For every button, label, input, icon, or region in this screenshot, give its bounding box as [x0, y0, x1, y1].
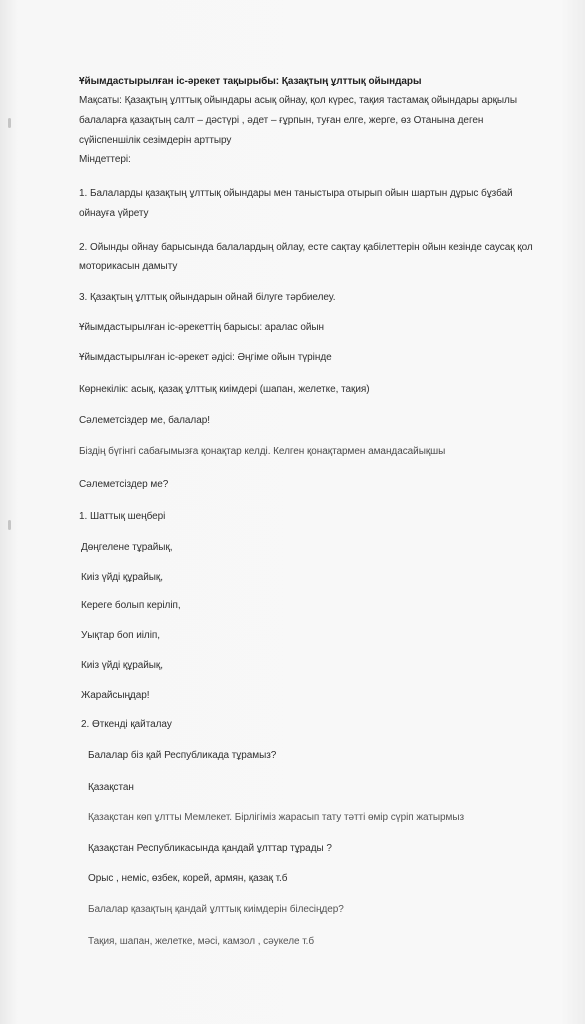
review-answer-2: Орыс , неміс, өзбек, корей, армян, қазақ т.б — [88, 873, 288, 884]
greeting: Сәлеметсіздер ме, балалар! — [79, 415, 210, 426]
review-question-2: Қазақстан Республикасында қандай ұлттар тұрады ? — [88, 843, 332, 854]
lesson-purpose-line-1: Мақсаты: Қазақтың ұлттық ойындары асық ойнау, қол күрес, тақия тастамақ ойындары арқылы — [79, 95, 517, 106]
lesson-topic: Ұйымдастырылған іс-әрекет тақырыбы: Қазақтың ұлттық ойындары — [79, 76, 422, 87]
review-question-3: Балалар қазақтың қандай ұлттық киімдерін білесіңдер? — [88, 904, 344, 915]
task-1-line-1: 1. Балаларды қазақтың ұлттық ойындары мен таныстыра отырып ойын шартын дұрыс бұзбай — [79, 188, 513, 199]
guests-line: Біздің бүгінгі сабағымызға қонақтар келді. Келген қонақтармен амандасайықшы — [79, 446, 446, 457]
review-answer-1-more: Қазақстан көп ұлтты Мемлекет. Бірлігіміз жарасып тату тәтті өмір сүріп жатырмыз — [88, 812, 464, 823]
task-2-line-2: моторикасын дамыту — [79, 261, 178, 272]
review-question-1: Балалар біз қай Республикада тұрамыз? — [88, 750, 277, 761]
poem-line-5: Киіз үйді құрайық, — [81, 660, 163, 671]
review-heading: 2. Өткенді қайталау — [81, 719, 172, 730]
scan-edge-mark — [8, 118, 11, 128]
greeting-question: Сәлеметсіздер ме? — [79, 479, 169, 490]
review-answer-3: Тақия, шапан, желетке, мәсі, камзол , сәукеле т.б — [88, 936, 315, 947]
activity-method: Ұйымдастырылған іс-әрекет әдісі: Әңгіме ойын түрінде — [79, 352, 332, 363]
circle-heading: 1. Шаттық шеңбері — [79, 511, 166, 522]
activity-course: Ұйымдастырылған іс-әрекеттің барысы: аралас ойын — [79, 322, 324, 333]
poem-line-6: Жарайсыңдар! — [81, 690, 150, 701]
visual-aids: Көрнекілік: асық, қазақ ұлттық киімдері (шапан, желетке, тақия) — [79, 384, 370, 395]
poem-line-2: Киіз үйді құрайық, — [81, 572, 163, 583]
poem-line-1: Дөңгелене тұрайық, — [81, 542, 173, 553]
task-2-line-1: 2. Ойынды ойнау барысында балалардың ойлау, есте сақтау қабілеттерін ойын кезінде саусақ қол — [79, 242, 533, 253]
poem-line-3: Кереге болып керіліп, — [81, 600, 181, 611]
task-3: 3. Қазақтың ұлттық ойындарын ойнай білуге тәрбиелеу. — [79, 292, 336, 303]
lesson-purpose-line-2: балаларға қазақтың салт – дәстүрі , әдет – ғұрпын, туған елге, жерге, өз Отанына деген — [79, 115, 484, 126]
scan-edge-mark — [8, 520, 11, 530]
poem-line-4: Уықтар боп иіліп, — [81, 630, 160, 641]
task-1-line-2: ойнауға үйрету — [79, 208, 149, 219]
tasks-heading: Міндеттері: — [79, 154, 131, 165]
lesson-purpose-line-3: сүйіспеншілік сезімдерін арттыру — [79, 135, 232, 146]
review-answer-1: Қазақстан — [88, 782, 134, 793]
